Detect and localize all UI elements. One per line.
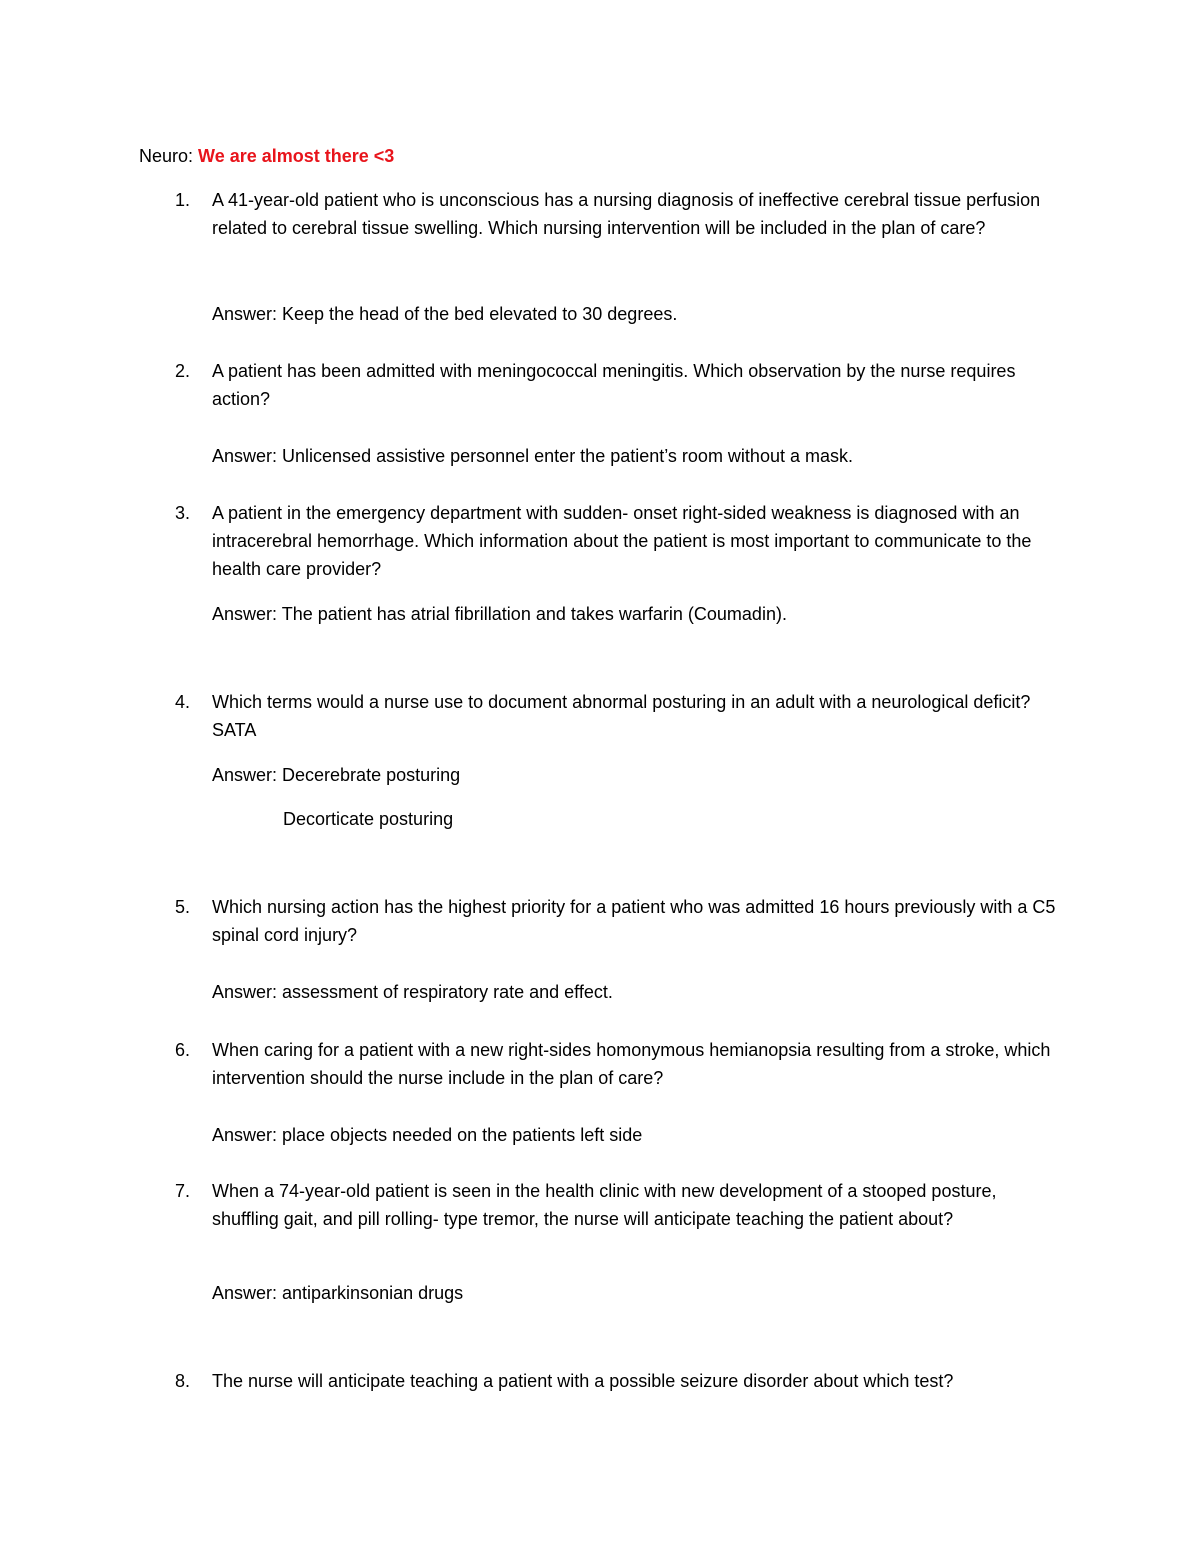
question-text: When caring for a patient with a new right-sides homonymous hemianopsia resulting from a stroke, which intervention should the nurse include in the plan of care? <box>212 1040 1051 1088</box>
question-number: 3. <box>175 503 191 523</box>
answer-text: Answer: assessment of respiratory rate and effect. <box>212 982 613 1002</box>
answer-text: Answer: Decerebrate posturing <box>212 765 461 785</box>
question-text: Which terms would a nurse use to document abnormal posturing in an adult with a neurological deficit? SATA <box>212 692 1031 740</box>
question-number: 5. <box>175 897 191 917</box>
question-number: 6. <box>175 1040 191 1060</box>
answer-text: Answer: Keep the head of the bed elevated to 30 degrees. <box>212 304 678 324</box>
answer-text: Answer: The patient has atrial fibrillation and takes warfarin (Coumadin). <box>212 604 787 624</box>
question-text: Which nursing action has the highest priority for a patient who was admitted 16 hours previously with a C5 spinal cord injury? <box>212 897 1056 945</box>
question-text: When a 74-year-old patient is seen in the health clinic with new development of a stooped posture, shuffling gait, and pill rolling- type tremor, the nurse will anticipate teaching the patient about? <box>212 1181 997 1229</box>
question-text: A 41-year-old patient who is unconscious has a nursing diagnosis of ineffective cerebral tissue perfusion related to cerebral tissue swelling. Which nursing intervention will be included in the plan of care? <box>212 190 1041 238</box>
heading-label: Neuro: <box>139 146 194 166</box>
question-number: 1. <box>175 190 191 210</box>
question-text: The nurse will anticipate teaching a patient with a possible seizure disorder about which test? <box>212 1371 954 1391</box>
answer-text: Answer: Unlicensed assistive personnel enter the patient’s room without a mask. <box>212 446 853 466</box>
question-number: 4. <box>175 692 191 712</box>
answer-text-continued: Decorticate posturing <box>283 809 454 829</box>
answer-text: Answer: place objects needed on the patients left side <box>212 1125 643 1145</box>
question-number: 7. <box>175 1181 191 1201</box>
question-number: 8. <box>175 1371 191 1391</box>
question-number: 2. <box>175 361 191 381</box>
answer-text: Answer: antiparkinsonian drugs <box>212 1283 464 1303</box>
heading-accent: We are almost there <3 <box>198 146 395 166</box>
page-heading <box>139 144 394 168</box>
question-text: A patient has been admitted with meningococcal meningitis. Which observation by the nurse requires action? <box>212 361 1016 409</box>
question-text: A patient in the emergency department with sudden- onset right-sided weakness is diagnosed with an intracerebral hemorrhage. Which information about the patient is most important to communicate to the health care provider? <box>212 503 1032 579</box>
